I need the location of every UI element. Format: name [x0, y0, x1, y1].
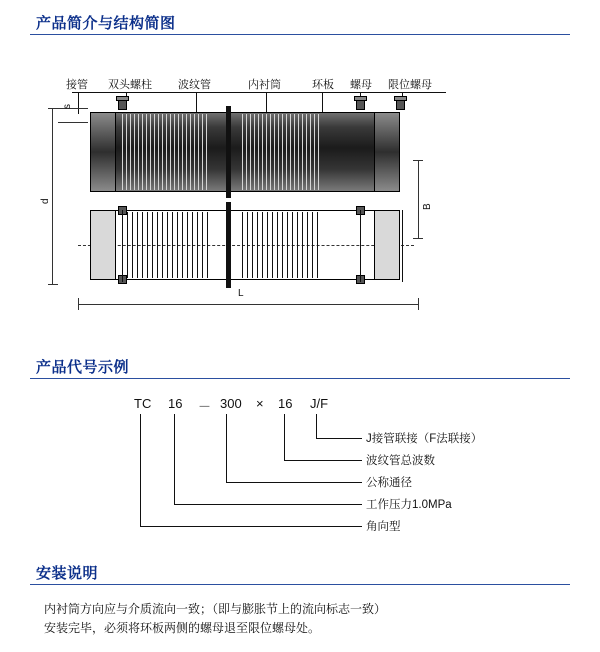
install-note-0: 内衬筒方向应与介质流向一致；（即与膨胀节上的流向标志一致） — [44, 602, 387, 616]
pipe-end-right-section — [374, 210, 400, 280]
dim-label-s: s — [62, 104, 73, 109]
callout-label-1: 双头螺柱 — [108, 79, 152, 91]
install-notes — [44, 600, 564, 638]
dim-label-B: B — [422, 203, 433, 210]
callout-leader-0 — [78, 92, 79, 114]
limit-nut-top-cap — [394, 96, 407, 101]
code-leader-3 — [174, 414, 175, 504]
structure-diagram — [30, 60, 570, 350]
nut-top-right — [354, 96, 367, 101]
dim-line-d — [52, 108, 53, 284]
code-desc-0: J接管联接（F法联接） — [366, 433, 483, 445]
code-leader-4 — [140, 414, 141, 526]
code-token-4: × — [256, 396, 264, 411]
code-leader-1 — [284, 414, 285, 460]
centerline — [78, 245, 414, 246]
section-divider-code — [30, 378, 570, 379]
section-title-intro: 产品简介与结构简图 — [36, 15, 176, 32]
code-desc-1: 波纹管总波数 — [366, 455, 435, 467]
pipe-end-right — [374, 112, 400, 192]
nut-top-left — [116, 96, 129, 101]
pipe-end-left-section — [90, 210, 116, 280]
section-divider-install — [30, 584, 570, 585]
bellows-body-top — [90, 112, 400, 192]
code-leader-0 — [316, 414, 317, 438]
tie-rod-right — [360, 210, 361, 282]
dim-line-B — [418, 160, 419, 238]
limit-nut-top — [396, 100, 405, 110]
ring-plate-top — [226, 106, 231, 198]
dim-label-d: d — [40, 198, 51, 204]
tie-rod-left — [122, 210, 123, 282]
code-token-2: － — [198, 399, 212, 414]
stud-bolt-top-right — [356, 100, 365, 110]
callout-label-0: 接管 — [66, 79, 88, 91]
callout-label-5: 螺母 — [350, 79, 372, 91]
section-title-code: 产品代号示例 — [36, 359, 130, 376]
callout-leader-4 — [322, 92, 323, 114]
code-desc-2: 公称通径 — [366, 477, 412, 489]
stud-bolt-top-left — [118, 100, 127, 110]
code-leader-2 — [226, 414, 227, 482]
code-desc-3: 工作压力1.0MPa — [366, 499, 452, 511]
section-title-install: 安装说明 — [36, 565, 99, 582]
code-token-5: 16 — [278, 396, 293, 411]
code-token-3: 300 — [220, 396, 242, 411]
callout-label-6: 限位螺母 — [388, 79, 432, 91]
code-token-6: J/F — [310, 396, 329, 411]
dim-line-s2 — [58, 122, 88, 123]
callout-label-2: 波纹管 — [178, 79, 211, 91]
code-token-0: TC — [134, 396, 152, 411]
dim-line-L — [78, 304, 418, 305]
limit-rod-right — [402, 210, 403, 282]
ring-plate-bottom — [226, 202, 231, 288]
pipe-end-left — [90, 112, 116, 192]
code-token-1: 16 — [168, 396, 183, 411]
product-code-diagram — [30, 396, 570, 546]
dim-label-L: L — [238, 288, 244, 299]
code-desc-4: 角向型 — [366, 521, 401, 533]
section-divider-intro — [30, 34, 570, 35]
install-note-1: 安装完毕，必须将环板两侧的螺母退至限位螺母处。 — [44, 621, 321, 635]
callout-label-3: 内衬筒 — [248, 79, 281, 91]
callout-tie-bar — [72, 92, 446, 93]
callout-label-4: 环板 — [312, 79, 334, 91]
